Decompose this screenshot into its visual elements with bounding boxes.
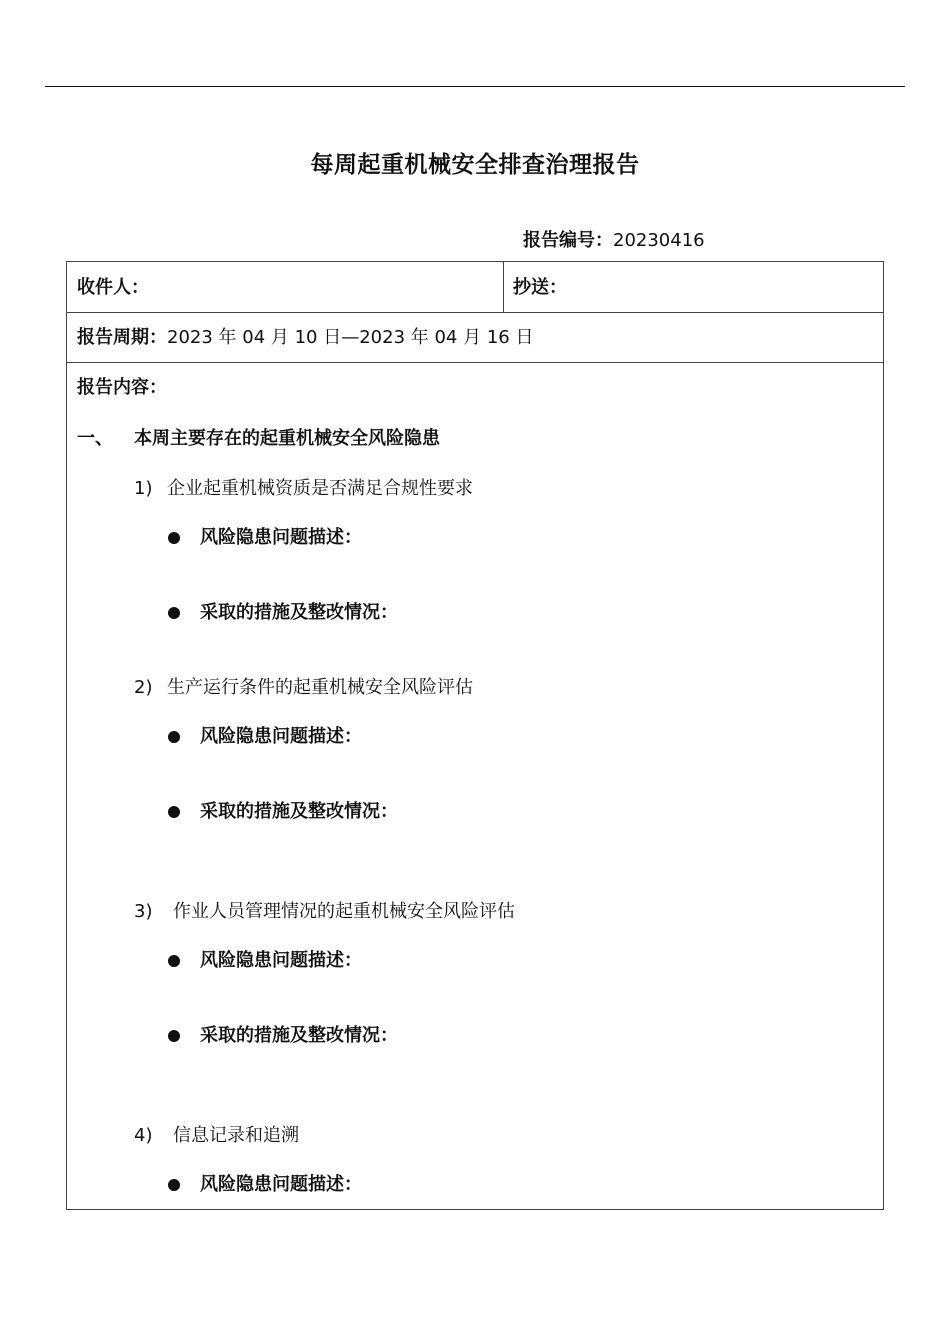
item-number: 1) (134, 478, 153, 499)
report-period-label: 报告周期： (77, 327, 167, 348)
table-row-divider (67, 362, 883, 363)
risk-description-label: 风险隐患问题描述： (200, 726, 362, 747)
item-number: 4) (134, 1125, 153, 1146)
item-title: 信息记录和追溯 (173, 1125, 299, 1146)
item-number: 3) (134, 901, 153, 922)
cc-label: 抄送： (513, 277, 567, 298)
item-title: 作业人员管理情况的起重机械安全风险评估 (173, 901, 515, 922)
bullet-icon (168, 955, 180, 967)
content-label: 报告内容： (77, 377, 167, 398)
report-period (77, 326, 533, 350)
measures-label: 采取的措施及整改情况： (200, 1025, 398, 1046)
risk-description-label: 风险隐患问题描述： (200, 527, 362, 548)
risk-description-label: 风险隐患问题描述： (200, 950, 362, 971)
bullet-icon (168, 1030, 180, 1042)
bullet-icon (168, 806, 180, 818)
table-column-divider (503, 262, 504, 312)
bullet-icon (168, 731, 180, 743)
risk-description-label: 风险隐患问题描述： (200, 1174, 362, 1195)
report-number-value: 20230416 (613, 230, 705, 251)
measures-label: 采取的措施及整改情况： (200, 801, 398, 822)
table-row-divider (67, 312, 883, 313)
document-title: 每周起重机械安全排查治理报告 (310, 152, 640, 178)
bullet-icon (168, 607, 180, 619)
measures-label: 采取的措施及整改情况： (200, 602, 398, 623)
report-number-label: 报告编号： (523, 230, 613, 251)
report-number (523, 226, 705, 252)
item-title: 生产运行条件的起重机械安全风险评估 (167, 677, 473, 698)
report-period-value: 2023 年 04 月 10 日—2023 年 04 月 16 日 (167, 327, 534, 348)
item-number: 2) (134, 677, 153, 698)
section-number: 一、 (77, 428, 113, 449)
report-table (66, 261, 884, 1210)
item-title: 企业起重机械资质是否满足合规性要求 (167, 478, 473, 499)
bullet-icon (168, 532, 180, 544)
header-rule (45, 86, 905, 87)
recipient-label: 收件人： (77, 277, 149, 298)
section-title: 本周主要存在的起重机械安全风险隐患 (134, 428, 440, 449)
bullet-icon (168, 1179, 180, 1191)
